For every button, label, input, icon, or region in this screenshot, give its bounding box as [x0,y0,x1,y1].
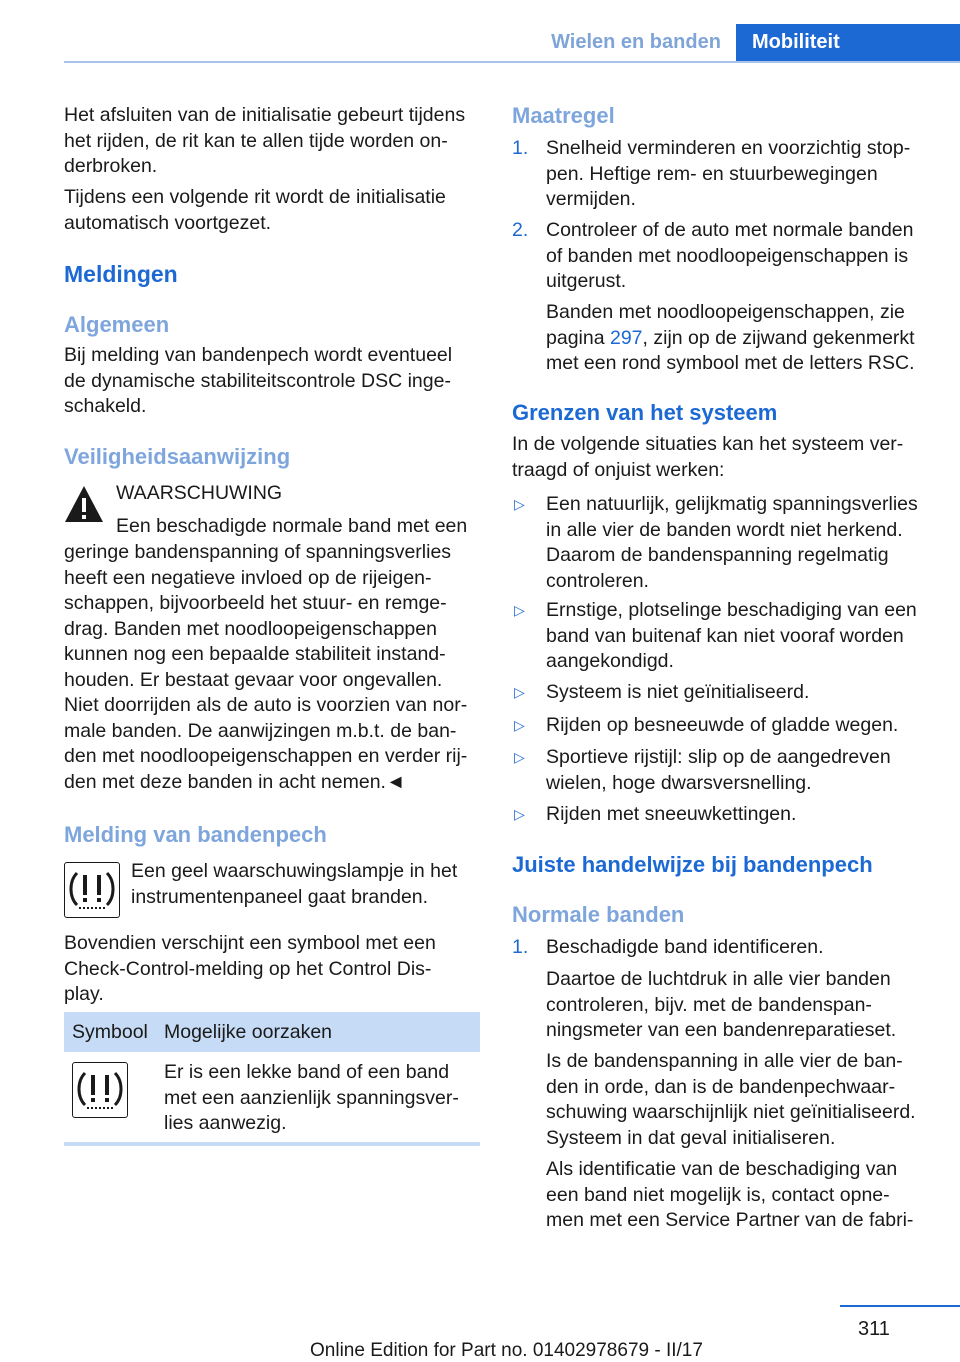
heading-maatregel: Maatregel [512,103,615,128]
chapter-tab: Mobiliteit [736,24,960,61]
bullet-icon: ▷ [514,496,525,512]
warning-triangle-icon [64,484,104,524]
step-number: 1. [512,137,529,159]
normale-step-1: Beschadigde band identificeren. [546,936,824,958]
limit-item-3: Systeem is niet geïnitialiseerd. [546,681,810,703]
page-link-297[interactable]: 297 [609,326,643,349]
normale-step-1-detail-c: Als identificatie van de beschadiging van een band niet mogelijk is, contact opne- men met een Service Partner van de fabri- [546,1158,914,1231]
limit-item-6: Rijden met sneeuwkettingen. [546,803,797,825]
limit-item-5: Sportieve rijstijl: slip op de aangedreven wielen, hoge dwarsversnelling. [546,746,891,794]
heading-juiste-handelwijze: Juiste handelwijze bij bandenpech [512,852,873,877]
bullet-icon: ▷ [514,684,525,700]
bullet-icon: ▷ [514,602,525,618]
heading-melding-van-bandenpech: Melding van bandenpech [64,822,327,847]
bullet-icon: ▷ [514,749,525,765]
bovendien-paragraph: Bovendien verschijnt een symbool met een Check-Control-melding op het Control Dis- play. [64,932,436,1005]
warning-label: WAARSCHUWING [116,482,283,504]
table-header-symbool: Symbool [72,1021,148,1043]
limit-item-2: Ernstige, plotselinge beschadiging van een band van buitenaf kan niet vooraf worden aangekondigd. [546,599,917,672]
heading-algemeen: Algemeen [64,312,170,337]
bullet-icon: ▷ [514,806,525,822]
normale-step-1-detail-b: Is de bandenspanning in alle vier de ban- den in orde, dan is de bandenpechwaar- schuwing waarschijnlijk niet geïnitialiseerd. Systeem in dat geval initialiseren. [546,1050,916,1149]
step-number: 2. [512,219,529,241]
heading-grenzen-van-het-systeem: Grenzen van het systeem [512,400,778,425]
grenzen-paragraph: In de volgende situaties kan het systeem ver- traagd of onjuist werken: [512,433,904,481]
limit-item-1: Een natuurlijk, gelijkmatig spanningsverlies in alle vier de banden wordt niet herkend. Daarom de bandenspanning regelmatig controleren. [546,493,918,592]
table-header-oorzaken: Mogelijke oorzaken [164,1021,333,1043]
maatregel-step-2: Controleer of de auto met normale banden of banden met noodloopeigenschappen is uitgerust. [546,219,914,292]
maatregel-step-1: Snelheid verminderen en voorzichtig stop- pen. Heftige rem- en stuurbewegingen vermijden. [546,137,911,210]
table-row-cause: Er is een lekke band of een band met een aanzienlijk spanningsver- lies aanwezig. [164,1061,459,1134]
intro-paragraph-2: Tijdens een volgende rit wordt de initialisatie automatisch voortgezet. [64,186,446,234]
limit-item-4: Rijden op besneeuwde of gladde wegen. [546,714,899,736]
tire-pressure-symbol-icon [72,1062,128,1118]
heading-veiligheidsaanwijzing: Veiligheidsaanwijzing [64,444,291,469]
maatregel-step-2-note: Banden met noodloopeigenschappen, zie pagina 297, zijn op de zijwand gekenmerkt met een rond symbool met de letters RSC. [546,301,915,374]
edition-note: Online Edition for Part no. 01402978679 - II/17 [310,1340,703,1361]
footer-rule [840,1305,960,1307]
warning-text: geringe bandenspanning of spanningsverlies heeft een negatieve invloed op de rijeigen- schappen, bijvoorbeeld het stuur- en remge- drag. Banden met noodloopeigenschappen kunnen nog een bepaalde stabiliteit instand- houden. Er bestaat gevaar voor ongevallen. Niet doorrijden als de auto is voorzien van nor- male banden. De aanwijzingen m.b.t. de ban- den met noodloopeigenschappen en verder rij- den met deze banden in acht nemen.◄ [64,541,468,793]
heading-meldingen: Meldingen [64,261,178,287]
melding-paragraph: Een geel waarschuwingslampje in het instrumentenpaneel gaat branden. [131,860,458,908]
algemeen-paragraph: Bij melding van bandenpech wordt eventueel de dynamische stabiliteitscontrole DSC inge- schakeld. [64,344,453,417]
page-number: 311 [858,1318,890,1340]
bullet-icon: ▷ [514,717,525,733]
header-rule [64,61,960,63]
normale-step-1-detail-a: Daartoe de luchtdruk in alle vier banden controleren, bijv. met de bandenspan- ningsmeter van een bandenreparatieset. [546,968,897,1041]
section-tab: Wielen en banden [551,31,721,53]
heading-normale-banden: Normale banden [512,902,685,927]
table-footer-rule [64,1142,480,1146]
warning-first-line: Een beschadigde normale band met een [116,515,468,537]
step-number: 1. [512,936,529,958]
tire-pressure-warning-icon [64,862,120,918]
intro-paragraph-1: Het afsluiten van de initialisatie gebeurt tijdens het rijden, de rit kan te allen tijde worden on- derbroken. [64,104,466,177]
table-header [64,1012,480,1052]
